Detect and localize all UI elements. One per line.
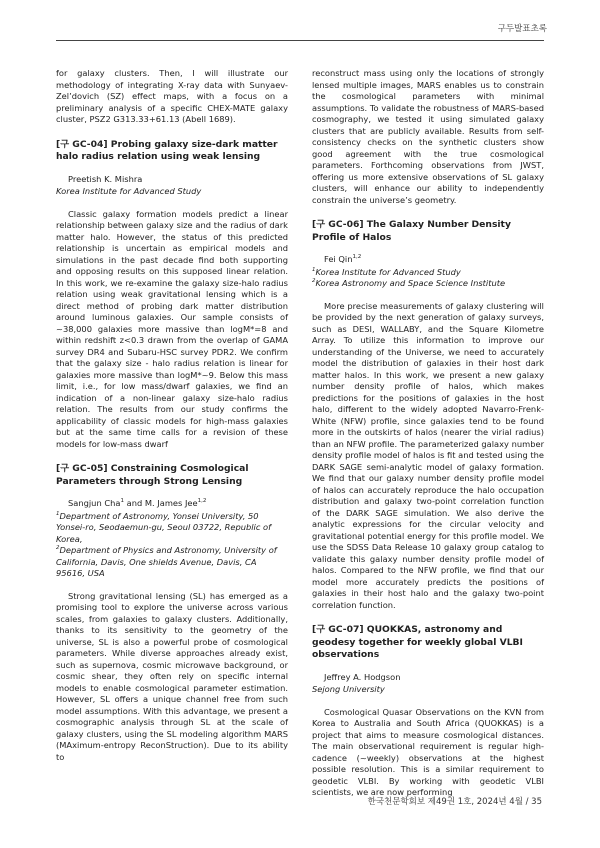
gc07-affiliations [312,684,544,696]
gc05-abstract: Strong gravitational lensing (SL) has emerged as a promising tool to explore the universe across various scales, from galaxies to galaxy clusters. Additionally, thanks to its sensitivity to the geometry of the universe, SL is also a powerful probe of cosmological parameters. While diverse approaches already exist, such as supernova, cosmic microwave background, or cosmic shear, they often rely on specific internal models to enable cosmological parameter estimation. However, SL offers a unique channel free from such model assumptions. With this advantage, we present a cosmographic analysis through SL at the scale of galaxy clusters, using the SL modeling algorithm MARS (MAximum-entropy ReconStruction). Due to its ability to [56,590,288,762]
gc04-author: Preetish K. Mishra [68,173,143,184]
gc06-affiliation-2 [312,278,544,290]
gc06-aff2-text: Korea Astronomy and Space Science Institute [315,278,506,288]
gc05-abstract-continued: reconstruct mass using only the locations of strongly lensed multiple images, MARS enables us to constrain the cosmological parameters with minimal assumptions. To validate the robustness of MARS-based cosmography, we tested it using simulated galaxy clusters that are publicly available. Results from self-consistency checks on the synthetic clusters show good agreement with the true cosmological parameters. Forthcoming observations from JWST, offering us more extensive observations of SL galaxy clusters, will enhance our ability to independently constrain the universe’s geometry. [312,68,544,205]
gc04-affiliations [56,186,288,198]
page-footer: 한국천문학회보 제49권 1호, 2024년 4월 / 35 [367,797,542,807]
gc06-affiliation-1 [312,267,544,279]
gc06-author [312,254,544,266]
gc07-author: Jeffrey A. Hodgson [324,671,401,682]
gc05-title: [구 GC-05] Constraining Cosmological Parameters through Strong Lensing [56,463,249,487]
gc05-affiliation-2 [56,545,288,580]
gc05-author-b-sup: 1,2 [197,498,207,505]
gc05-author-a-sup: 1 [120,498,124,505]
gc06-affiliations [312,267,544,290]
left-column [56,68,288,763]
gc05-affiliation-1 [56,511,288,546]
gc04-abstract: Classic galaxy formation models predict a linear relationship between galaxy size and the radius of dark matter halo. However, the status of this predicted relationship is uncertain as empirical models and simulations in the past decade find both supporting and opposing results on this supposed linear relation. In this work, we re-examine the galaxy size-halo radius relation using weak gravitational lensing which is a direct method of probing dark matter distribution around luminous galaxies. Our sample consists of ~38,000 galaxies more massive than logM*=8 and within redshift z<0.3 drawn from the overlap of GAMA survey DR4 and Subaru-HSC survey PDR2. We confirm that the galaxy size - halo radius relation is linear for galaxies more massive than logM*~9. Below this mass limit, i.e., for low mass/dwarf galaxies, we find an indication of a non-linear galaxy size-halo radius relation. The results from our study confirms the applicability of classic models for high-mass galaxies but at the same time calls for a revision of these models for low-mass dwarf [56,208,288,449]
gc04-title: [구 GC-04] Probing galaxy size-dark matter halo radius relation using weak lensing [56,138,278,162]
gc05-aff1-sup: 1 [56,510,60,517]
running-header: 구두발표초록 [497,24,547,34]
header-divider [56,40,544,41]
gc06-aff1-text: Korea Institute for Advanced Study [315,266,461,277]
gc05-author-b: and M. James Jee [123,498,198,508]
gc06-author-sup: 1,2 [352,254,362,261]
gc05-authors [56,498,288,510]
gc06-abstract: More precise measurements of galaxy clustering will be provided by the next generation of galaxy surveys, such as DESI, WALLABY, and the Square Kilometre Array. To utilize this information to improve our understanding of the Universe, we need to accurately model the distribution of galaxies in their host dark matter halos. In this work, we present a new galaxy number density profile of halos, which makes predictions for the positions of galaxies in the host halo, different to the widely adopted Navarro-Frenk-White (NFW) profile, since galaxies tend to be found more in the outskirts of halos (nearer the virial radius) than an NFW profile. The parameterized galaxy number density profile model of halos is fit and tested using the DARK SAGE semi-analytic model of galaxy formation. We find that our galaxy number density profile model of halos can accurately reproduce the halo occupation distribution and galaxy two-point correlation function of the DARK SAGE simulation. We also derive the analytic expressions for the circular velocity and gravitational potential energy for this profile model. We use the SDSS Data Release 10 galaxy group catalog to validate this galaxy number density profile model of halos. Compared to the NFW profile, we find that our model more accurately predicts the positions of galaxies in their host halo and the galaxy two-point correlation function. [312,300,544,610]
gc05-aff1-text: Department of Astronomy, Yonsei University, 50 Yonsei-ro, Seodaemun-gu, Seoul 03722, Republic of Korea, [56,510,272,544]
gc05-author-a: Sangjun Cha [68,498,121,508]
gc07-title: [구 GC-07] QUOKKAS, astronomy and geodesy together for weekly global VLBI observations [312,624,523,660]
gc06-aff2-sup: 2 [312,278,316,285]
gc04-affiliation: Korea Institute for Advanced Study [56,186,202,196]
gc05-aff2-text: Department of Physics and Astronomy, University of California, Davis, One shields Avenue, Davis, CA 95616, USA [56,545,277,578]
gc07-abstract: Cosmological Quasar Observations on the KVN from Korea to Australia and South Africa (QUOKKAS) is a project that aims to measure cosmological distances. The main observational requirement is regular high-cadence (~weekly) observations at the highest possible resolution. This is a similar requirement to geodetic VLBI. By working with geodetic VLBI scientists, we are now performing [312,706,544,797]
gc05-affiliations [56,511,288,580]
intro-paragraph: for galaxy clusters. Then, I will illustrate our methodology of integrating X-ray data with Sunyaev-Zel’dovich (SZ) effect maps, with a focus on a preliminary analysis of a specific CHEX-MATE galaxy cluster, PSZ2 G313.33+61.13 (Abell 1689). [56,68,288,124]
gc06-author-name: Fei Qin [324,254,353,264]
gc07-affiliation: Sejong University [312,684,385,694]
gc06-aff1-sup: 1 [312,266,316,273]
right-column [312,68,544,799]
gc06-title: [구 GC-06] The Galaxy Number Density Profile of Halos [312,219,511,243]
gc05-aff2-sup: 2 [56,545,60,552]
